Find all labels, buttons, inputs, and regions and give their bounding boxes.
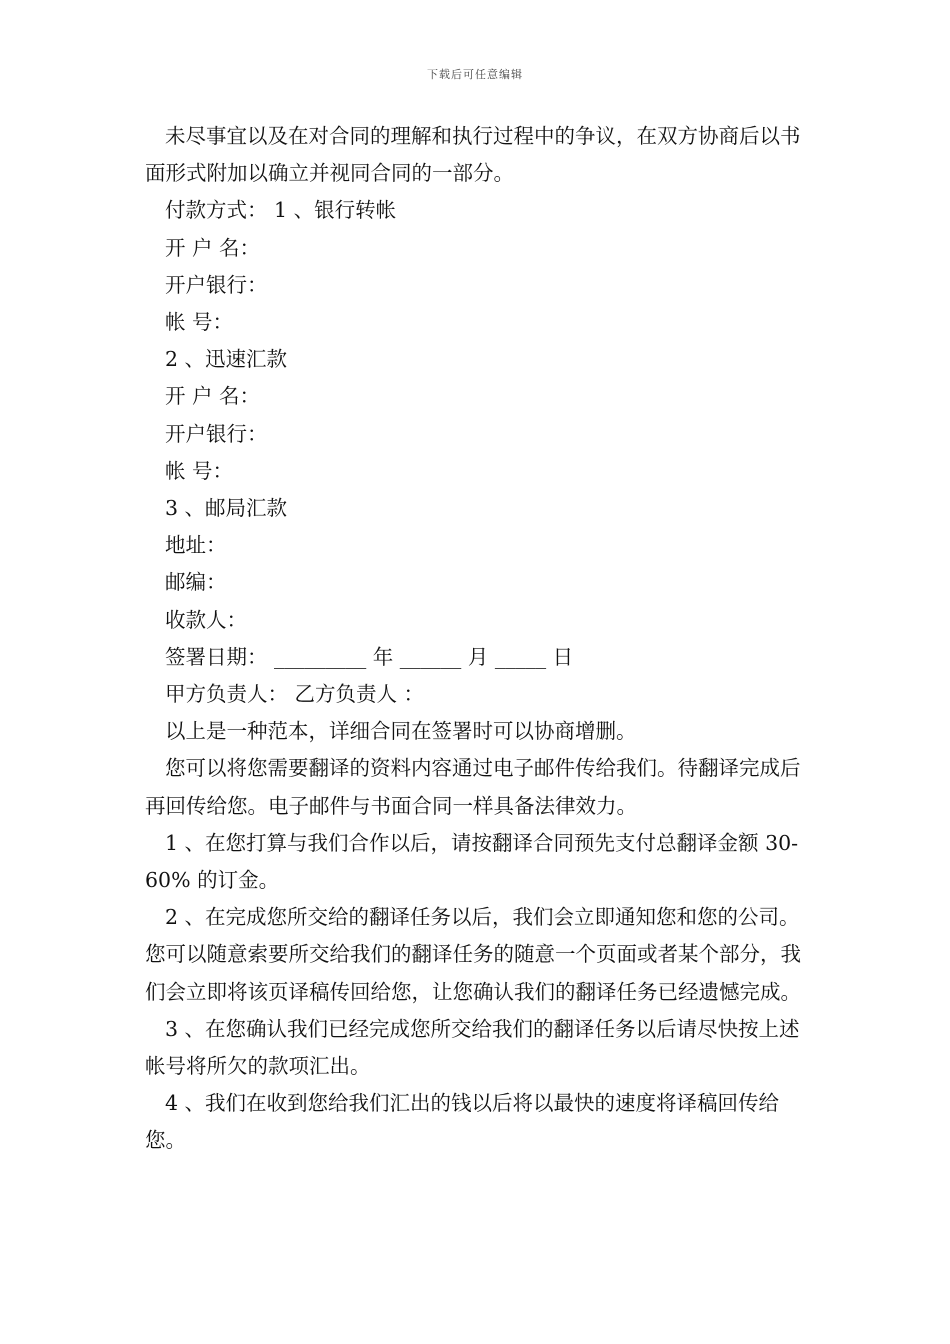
field-account-number-2: 帐 号： [165,458,234,483]
document-body [145,118,810,1160]
field-address: 地址： [165,533,227,558]
field-account-number-1: 帐 号： [165,310,234,335]
field-account-name-1: 开 户 名： [165,235,261,260]
paragraph-template-note: 以上是一种范本，详细合同在签署时可以协商增删。 [165,719,637,744]
paragraph-step-3: 3 、在您确认我们已经完成您所交给我们的翻译任务以后请尽快按上述帐号将所欠的款项汇出。 [145,1016,800,1079]
paragraph-payment-method: 付款方式： 1 、银行转帐 [165,198,397,223]
paragraph-email-delivery: 您可以将您需要翻译的资料内容通过电子邮件传给我们。待翻译完成后再回传给您。电子邮件与书面合同一样具备法律效力。 [145,756,801,818]
field-bank-2: 开户银行： [165,421,268,446]
field-postcode: 邮编： [165,570,227,595]
field-responsible-parties: 甲方负责人： 乙方负责人 ： [165,682,425,707]
paragraph-step-1: 1 、在您打算与我们合作以后，请按翻译合同预先支付总翻译金额 30-60% 的订金。 [145,830,799,893]
field-payee: 收款人： [165,607,247,632]
paragraph-postal-remittance: 3 、邮局汇款 [165,496,288,521]
field-bank-1: 开户银行： [165,272,268,297]
field-account-name-2: 开 户 名： [165,384,261,409]
paragraph-disputes: 未尽事宜以及在对合同的理解和执行过程中的争议，在双方协商后以书面形式附加以确立并视同合同的一部分。 [145,124,801,186]
page-header: 下载后可任意编辑 [427,68,523,81]
paragraph-step-4: 4 、我们在收到您给我们汇出的钱以后将以最快的速度将译稿回传给您。 [145,1091,780,1153]
paragraph-step-2: 2 、在完成您所交给的翻译任务以后，我们会立即通知您和您的公司。您可以随意索要所交给我们的翻译任务的随意一个页面或者某个部分，我们会立即将该页译稿传回给您，让您确认我们的翻译任务已经遗憾完成。 [145,905,801,1004]
paragraph-express-remittance: 2 、迅速汇款 [165,347,288,372]
field-signing-date: 签署日期： _________ 年 ______ 月 _____ 日 [165,644,574,669]
